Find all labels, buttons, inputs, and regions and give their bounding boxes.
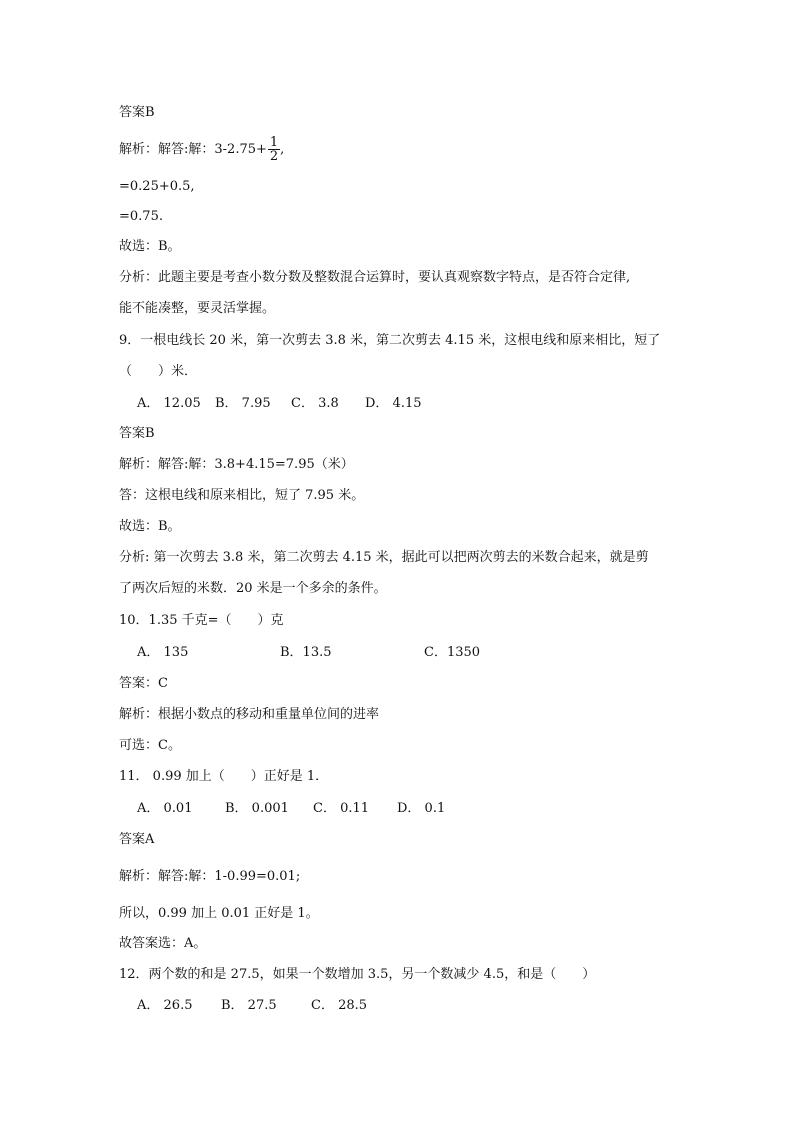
option-a: A． 12.05: [137, 396, 201, 411]
answer-9: 答案B: [119, 426, 155, 441]
choose-9: 故选：B。: [119, 519, 181, 534]
question-11: 11． 0.99 加上（ ）正好是 1．: [119, 769, 329, 784]
step-2: =0.75.: [119, 209, 163, 224]
question-12: 12．两个数的和是 27.5，如果一个数增加 3.5，另一个数减少 4.5，和是（ ）: [119, 967, 596, 982]
fraction-denominator: 2: [269, 149, 279, 164]
analysis-11: 解析：解答:解：1-0.99=0.01;: [119, 869, 301, 884]
analysis-9: 解析：解答:解：3.8+4.15=7.95（米）: [119, 457, 354, 472]
option-b: B． 0.001: [225, 801, 289, 816]
fraction-numerator: 1: [269, 135, 279, 150]
choose-10: 可选：C。: [119, 738, 181, 753]
option-d: D． 4.15: [365, 396, 422, 411]
analysis-9-line-a: 分析: 第一次剪去 3.8 米，第二次剪去 4.15 米，据此可以把两次剪去的米数合起来，就是剪: [119, 550, 649, 565]
reply-9: 答：这根电线和原来相比，短了 7.95 米。: [119, 488, 365, 503]
question-9-options: [137, 395, 694, 413]
option-a: A． 26.5: [137, 998, 193, 1013]
question-11-options: [137, 800, 694, 818]
analysis-8-suffix: ,: [280, 142, 285, 157]
option-b: B． 7.95: [215, 396, 271, 411]
question-10: 10．1.35 千克=（ ）克: [119, 613, 284, 628]
option-d: D． 0.1: [397, 801, 446, 816]
question-10-options: [137, 644, 694, 662]
option-c: C．1350: [424, 645, 481, 660]
fraction-one-half: [268, 136, 280, 163]
analysis-8-line-a: 分析：此题主要是考查小数分数及整数混合运算时，要认真观察数字特点，是否符合定律,: [119, 270, 631, 285]
question-9-line-a: 9．一根电线长 20 米，第一次剪去 3.8 米，第二次剪去 4.15 米，这根电线和原来相比，短了: [119, 333, 661, 348]
analysis-8-prefix: 解析：解答:解：3-2.75+: [119, 142, 267, 157]
option-c: C． 28.5: [311, 998, 368, 1013]
choose-8: 故选：B。: [119, 239, 181, 254]
answer-11: 答案A: [119, 832, 155, 847]
option-a: A． 0.01: [137, 801, 193, 816]
option-c: C． 3.8: [291, 396, 339, 411]
analysis-10: 解析：根据小数点的移动和重量单位间的进率: [119, 707, 380, 722]
answer-10: 答案：C: [119, 676, 168, 691]
so-11: 所以，0.99 加上 0.01 正好是 1。: [119, 906, 319, 921]
option-a: A． 135: [137, 645, 189, 660]
analysis-9-line-b: 了两次后短的米数．20 米是一个多余的条件。: [119, 581, 387, 596]
question-12-options: [137, 997, 694, 1015]
option-c: C． 0.11: [313, 801, 370, 816]
analysis-8-line-b: 能不能凑整，要灵活掌握。: [119, 301, 276, 316]
step-1: =0.25+0.5,: [119, 179, 195, 194]
option-b: B． 27.5: [221, 998, 277, 1013]
answer-8: 答案B: [119, 105, 155, 120]
question-9-line-b: （ ）米．: [119, 364, 198, 379]
option-b: B．13.5: [280, 645, 332, 660]
analysis-8: [119, 136, 694, 163]
choose-11: 故答案选：A。: [119, 936, 207, 951]
